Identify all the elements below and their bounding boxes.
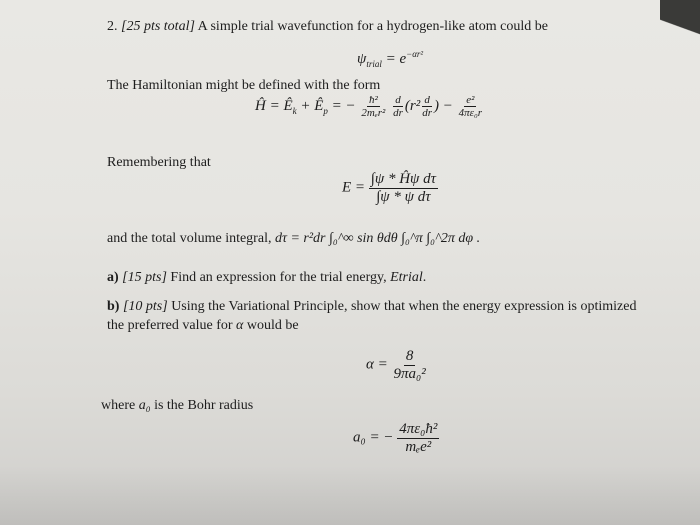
fraction-denominator: dr (393, 107, 403, 120)
potential-subscript: p (323, 106, 328, 117)
bohr-symbol: a₀ (138, 398, 151, 413)
energy-numerator: ∫ψ * Ĥψ dτ (370, 171, 436, 187)
bohr-radius-equation (353, 421, 439, 455)
fraction-numerator: ħ² (368, 94, 378, 106)
energy-expectation-equation (342, 171, 438, 205)
part-a-points: [15 pts] (122, 270, 167, 285)
alpha-symbol: α (236, 318, 244, 333)
volume-integral-line (107, 231, 480, 246)
trial-energy-symbol: Etrial (390, 270, 423, 285)
fraction-denominator: dr (422, 107, 432, 120)
bohr-radius-line (101, 398, 253, 413)
problem-number: 2. (107, 19, 118, 34)
kinetic-subscript: k (292, 106, 297, 117)
psi-subscript: trial (366, 59, 382, 69)
fraction-denominator: 2mₑr² (361, 107, 386, 120)
part-b-line2-suffix: would be (246, 318, 299, 333)
trial-wavefunction-equation (357, 50, 423, 70)
hamiltonian-intro: The Hamiltonian might be defined with the form (107, 78, 381, 93)
fraction-numerator: d (424, 94, 430, 106)
a0-lhs: a₀ = − (353, 429, 394, 446)
a0-denominator: mₑe² (405, 438, 432, 455)
plus-potential: + Ê (296, 98, 324, 115)
part-b-label: b) (107, 299, 120, 314)
fraction-numerator: e² (466, 94, 475, 106)
energy-fraction (369, 171, 438, 205)
alpha-fraction (392, 348, 428, 382)
part-b-points: [10 pts] (122, 299, 168, 314)
fraction-derivative-outer (391, 94, 405, 119)
page-shadow (0, 465, 700, 525)
a0-fraction (397, 421, 439, 455)
fraction-derivative-inner (420, 94, 434, 119)
alpha-lhs: α = (366, 356, 388, 373)
energy-lhs: E = (342, 179, 366, 196)
exponent: −αr² (406, 49, 424, 59)
remember-text: Remembering that (107, 155, 211, 170)
fraction-coulomb (457, 94, 484, 119)
alpha-equation (366, 348, 428, 382)
hamiltonian-lhs: Ĥ = Ê (255, 98, 293, 115)
bohr-suffix: is the Bohr radius (154, 398, 254, 413)
part-a-period: . (422, 270, 427, 285)
problem-intro: A simple trial wavefunction for a hydrogen-like atom could be (197, 19, 548, 34)
part-b-line2-prefix: the preferred value for (107, 318, 233, 333)
part-a (107, 270, 426, 285)
equals-minus: = − (327, 98, 356, 115)
alpha-denominator: 9πa₀² (393, 365, 426, 382)
part-b-text: Using the Variational Principle, show that when the energy expression is optimized (171, 299, 637, 314)
bohr-prefix: where (101, 398, 136, 413)
fraction-denominator: 4πε₀r (458, 107, 483, 120)
part-a-label: a) (107, 270, 119, 285)
problem-points: [25 pts total] (121, 19, 195, 34)
energy-denominator: ∫ψ * ψ dτ (376, 188, 431, 205)
volume-text: and the total volume integral, (107, 231, 272, 246)
part-b-line1 (107, 299, 636, 314)
part-a-text: Find an expression for the trial energy, (170, 270, 387, 285)
volume-formula: dτ = r²dr ∫₀^∞ sin θdθ ∫₀^π ∫₀^2π dφ . (274, 231, 481, 246)
exponential-base: = e (385, 51, 407, 67)
page-corner-shadow (660, 0, 700, 70)
part-b-line2 (107, 318, 299, 333)
close-paren-minus: ) − (434, 98, 453, 115)
hamiltonian-equation (255, 94, 484, 119)
a0-numerator: 4πε₀ħ² (399, 421, 438, 437)
fraction-hbar (359, 94, 387, 119)
alpha-numerator: 8 (405, 348, 414, 364)
fraction-numerator: d (395, 94, 401, 106)
open-paren-r2: (r² (404, 98, 421, 115)
problem-heading (107, 19, 548, 34)
psi-symbol: ψ (357, 51, 367, 67)
